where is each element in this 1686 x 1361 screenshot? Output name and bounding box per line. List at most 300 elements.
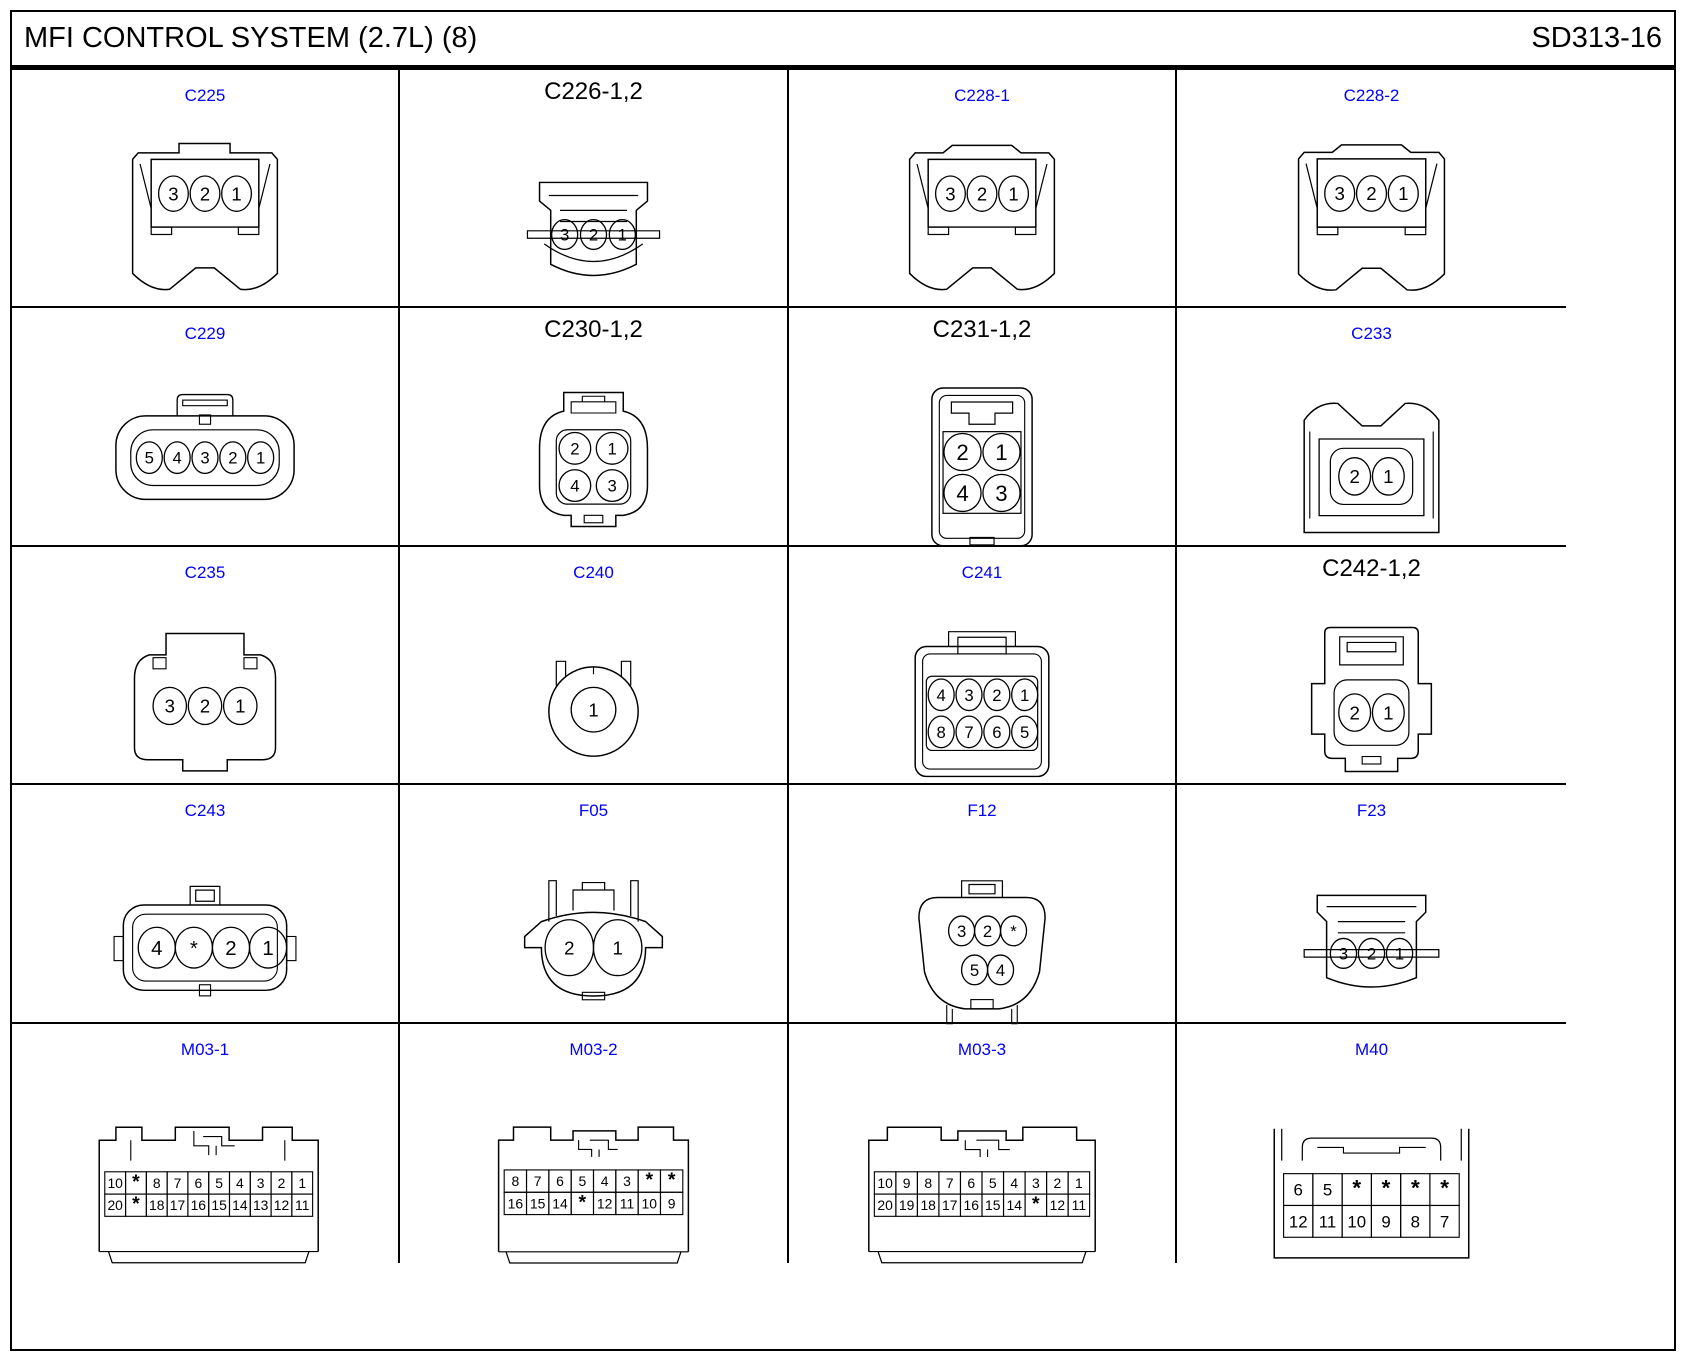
connector-label: C230-1,2 [544, 316, 643, 343]
pin-number: 16 [507, 1195, 524, 1212]
pin-number: 10 [107, 1174, 123, 1191]
pin-number: * [132, 1193, 140, 1216]
connector-drawing [12, 110, 398, 320]
connector-label: M40 [1354, 1040, 1389, 1059]
pin-cavity [956, 716, 982, 748]
pin-number: * [189, 937, 198, 960]
connector-drawing [789, 348, 1175, 558]
connector-cell [1177, 1024, 1566, 1263]
pin-cavity [250, 927, 287, 968]
pin-number: 2 [1366, 183, 1377, 205]
pin-cavity [549, 1192, 571, 1214]
connector-drawing [1177, 825, 1566, 1035]
pin-number: 2 [1349, 466, 1360, 488]
pin-cavity [1358, 938, 1384, 968]
connector-cell [12, 785, 400, 1024]
pin-cavity [962, 955, 988, 985]
connector-drawing [789, 110, 1175, 320]
pin-number: 1 [298, 1174, 307, 1191]
pin-cavity [1001, 916, 1027, 946]
pin-cavity [1357, 176, 1387, 212]
pin-number: 7 [533, 1173, 542, 1190]
connector-cell [1177, 308, 1566, 547]
pin-cavity [292, 1172, 313, 1194]
connector-label: C226-1,2 [544, 78, 643, 105]
pin-cavity [1401, 1174, 1430, 1206]
pin-number: 7 [1439, 1212, 1450, 1232]
pin-number: 12 [273, 1197, 290, 1214]
pin-number: 1 [1008, 183, 1019, 205]
pin-cavity [559, 433, 591, 465]
pin-cavity [944, 474, 981, 511]
pin-number: 6 [992, 722, 1002, 742]
pin-cavity [956, 679, 982, 711]
pin-cavity [1372, 458, 1404, 495]
pin-cavity [146, 1172, 167, 1194]
connector-cell [400, 1024, 789, 1263]
pin-cavity [126, 1193, 147, 1216]
connector-drawing [1177, 1064, 1566, 1274]
pin-number: * [132, 1170, 140, 1193]
pin-number: 18 [920, 1197, 936, 1214]
pin-cavity [250, 1172, 271, 1194]
pin-cavity [192, 442, 218, 474]
pin-cavity [1342, 1174, 1371, 1206]
pin-cavity [984, 679, 1010, 711]
connector-label: F12 [967, 801, 997, 820]
pin-cavity [1371, 1174, 1400, 1206]
pin-number: 11 [619, 1195, 635, 1212]
pin-number: 12 [1049, 1197, 1066, 1214]
pin-cavity [596, 433, 628, 465]
pin-cavity [967, 176, 997, 211]
pin-cavity [944, 434, 981, 471]
pin-number: 15 [529, 1195, 546, 1212]
pin-cavity [164, 442, 190, 474]
pin-cavity [136, 442, 162, 474]
pin-cavity [596, 470, 628, 502]
header-bar [12, 12, 1674, 70]
pin-number: 4 [570, 476, 580, 496]
connector-cell [789, 1024, 1177, 1263]
connector-drawing [400, 587, 787, 797]
pin-cavity [153, 687, 186, 724]
connector-drawing [400, 110, 787, 320]
connector-drawing [1177, 348, 1566, 558]
pin-number: 17 [169, 1197, 186, 1214]
pin-cavity [982, 1194, 1004, 1216]
pin-number: 6 [556, 1173, 564, 1190]
connector-drawing [400, 1064, 787, 1274]
pin-cavity [1004, 1194, 1026, 1216]
connector-label: C233 [1351, 324, 1392, 343]
connector-cell [12, 70, 400, 308]
connector-cell [1177, 547, 1566, 785]
pin-cavity [917, 1194, 939, 1216]
pin-cavity [928, 716, 954, 748]
pin-number: 6 [967, 1174, 976, 1191]
pin-number: 4 [600, 1173, 609, 1190]
pin-number: 13 [252, 1197, 269, 1214]
pin-cavity [660, 1169, 682, 1192]
connector-drawing [789, 1064, 1175, 1274]
pin-number: 1 [262, 937, 274, 960]
pin-number: 2 [956, 440, 969, 466]
pin-number: 6 [194, 1174, 203, 1191]
pin-cavity [1386, 938, 1412, 968]
connector-label: C240 [573, 563, 614, 582]
pin-number: * [1440, 1175, 1449, 1201]
pin-cavity [146, 1194, 167, 1216]
pin-cavity [638, 1192, 660, 1214]
pin-number: 12 [1288, 1212, 1308, 1232]
pin-number: 11 [1318, 1212, 1337, 1232]
pin-number: 3 [256, 1174, 265, 1191]
connector-label: F23 [1356, 801, 1387, 820]
pin-number: 1 [1020, 685, 1030, 705]
connector-drawing [1177, 110, 1566, 320]
pin-number: 7 [945, 1174, 954, 1191]
pin-cavity [609, 220, 635, 250]
pin-number: 8 [1410, 1212, 1420, 1232]
pin-cavity [1068, 1194, 1090, 1216]
pin-cavity [1342, 1205, 1371, 1237]
pin-cavity [949, 916, 975, 946]
pin-cavity [594, 1170, 616, 1192]
pin-cavity [188, 1194, 209, 1216]
connector-cell [400, 308, 789, 547]
pin-number: 14 [232, 1197, 248, 1214]
pin-number: 4 [151, 937, 163, 960]
pin-number: 1 [995, 440, 1008, 466]
pin-cavity [874, 1172, 896, 1194]
connector-label: C235 [184, 563, 226, 582]
pin-number: 2 [1053, 1174, 1062, 1191]
pin-cavity [545, 920, 593, 976]
pin-number: * [1410, 1175, 1420, 1201]
pin-number: 4 [936, 685, 946, 705]
pin-cavity [936, 176, 966, 211]
pin-cavity [250, 1194, 271, 1216]
connector-label: F05 [578, 801, 609, 820]
connector-grid [12, 70, 1674, 1349]
pin-cavity [1068, 1172, 1090, 1194]
pin-number: 1 [607, 439, 617, 459]
pin-number: 1 [235, 695, 246, 717]
pin-number: 3 [623, 1173, 631, 1190]
pin-cavity [928, 679, 954, 711]
pin-number: * [578, 1191, 587, 1214]
pin-number: 20 [877, 1197, 893, 1214]
connector-label: C241 [961, 563, 1003, 582]
pin-number: 17 [941, 1197, 958, 1214]
pin-number: 3 [168, 183, 179, 205]
pin-cavity [896, 1194, 918, 1216]
pin-cavity [1313, 1205, 1342, 1237]
pin-number: 3 [560, 225, 570, 245]
pin-cavity [983, 434, 1020, 471]
pin-number: 9 [667, 1195, 676, 1212]
pin-cavity [126, 1171, 147, 1194]
pin-number: 4 [995, 960, 1006, 980]
pin-number: 14 [1006, 1197, 1023, 1214]
pin-cavity [939, 1172, 961, 1194]
pin-number: 2 [277, 1174, 286, 1191]
pin-cavity [504, 1170, 526, 1192]
pin-number: 1 [588, 699, 599, 721]
pin-cavity [571, 1170, 593, 1192]
pin-number: * [1010, 921, 1017, 941]
pin-cavity [549, 1170, 571, 1192]
pin-number: 15 [985, 1197, 1001, 1214]
pin-number: 2 [1349, 702, 1360, 724]
pin-number: * [667, 1169, 676, 1192]
pin-cavity [1330, 938, 1356, 968]
pin-number: 2 [564, 937, 575, 959]
pin-cavity [527, 1192, 549, 1214]
pin-cavity [571, 687, 616, 732]
pin-cavity [660, 1192, 682, 1214]
pin-number: 10 [877, 1174, 893, 1191]
pin-cavity [1430, 1205, 1459, 1237]
connector-cell [12, 547, 400, 785]
pin-number: 2 [976, 183, 988, 205]
pin-cavity [1339, 694, 1371, 731]
pin-cavity [983, 474, 1020, 511]
diagram-sheet [10, 10, 1676, 1351]
pin-number: 1 [617, 225, 627, 245]
pin-number: 10 [1347, 1212, 1367, 1232]
pin-number: 9 [1381, 1212, 1391, 1232]
connector-label: C242-1,2 [1322, 555, 1421, 582]
pin-number: 20 [107, 1197, 123, 1214]
pin-number: 12 [596, 1195, 613, 1212]
pin-cavity [527, 1170, 549, 1192]
pin-number: 5 [144, 448, 154, 468]
pin-cavity [190, 176, 220, 211]
connector-label: M03-1 [180, 1040, 230, 1059]
pin-number: 1 [1398, 183, 1409, 205]
pin-number: 2 [199, 695, 211, 717]
connector-label: C228-2 [1343, 86, 1400, 105]
pin-cavity [292, 1194, 313, 1216]
pin-number: 3 [995, 480, 1008, 506]
pin-cavity [982, 1172, 1004, 1194]
pin-cavity [1339, 458, 1371, 495]
pin-number: 1 [1383, 466, 1394, 488]
pin-number: 3 [945, 183, 956, 205]
pin-number: 18 [149, 1197, 165, 1214]
pin-number: 16 [963, 1197, 979, 1214]
pin-cavity [1284, 1174, 1313, 1206]
pin-cavity [1313, 1174, 1342, 1206]
pin-cavity [1372, 694, 1404, 731]
pin-cavity [1004, 1172, 1026, 1194]
pin-cavity [188, 687, 221, 724]
pin-number: 2 [588, 225, 599, 245]
pin-cavity [594, 920, 642, 976]
pin-number: 5 [988, 1174, 997, 1191]
pin-number: 5 [969, 960, 980, 980]
connector-cell [789, 547, 1177, 785]
pin-number: 3 [1334, 183, 1345, 205]
pin-cavity [1012, 716, 1038, 748]
pin-cavity [1388, 176, 1418, 212]
pin-number: 4 [236, 1174, 244, 1191]
connector-label: C231-1,2 [932, 316, 1032, 343]
connector-cell [1177, 785, 1566, 1024]
connector-drawing [12, 1064, 398, 1274]
pin-cavity [960, 1172, 982, 1194]
connector-cell [400, 70, 789, 308]
pin-cavity [1325, 176, 1355, 212]
pin-cavity [105, 1172, 126, 1194]
pin-number: 2 [228, 448, 238, 468]
pin-cavity [638, 1169, 660, 1192]
pin-cavity [1025, 1193, 1047, 1216]
connector-label: M03-2 [569, 1040, 618, 1059]
connector-cell [400, 547, 789, 785]
pin-number: 1 [612, 937, 623, 959]
pin-number: 16 [190, 1197, 207, 1214]
pin-cavity [1284, 1205, 1313, 1237]
pin-number: 1 [1383, 702, 1394, 724]
connector-drawing [12, 348, 398, 558]
sheet-number: SD313-16 [1531, 22, 1662, 54]
pin-number: 5 [578, 1173, 587, 1190]
connector-cell [12, 1024, 400, 1263]
pin-cavity [138, 927, 175, 968]
pin-number: 1 [256, 448, 266, 468]
pin-cavity [874, 1194, 896, 1216]
pin-cavity [1025, 1172, 1047, 1194]
connector-label: C243 [184, 801, 226, 820]
pin-cavity [504, 1192, 526, 1214]
connector-cell [12, 308, 400, 547]
pin-number: 14 [552, 1195, 568, 1212]
pin-cavity [988, 955, 1014, 985]
connector-drawing [400, 825, 787, 1035]
pin-number: 10 [641, 1195, 658, 1212]
connector-drawing [789, 587, 1175, 797]
pin-number: 4 [956, 480, 969, 506]
connector-label: M03-3 [957, 1040, 1007, 1059]
pin-cavity [1371, 1205, 1400, 1237]
pin-number: 5 [1322, 1180, 1333, 1200]
pin-number: 11 [295, 1197, 310, 1214]
pin-cavity [984, 716, 1010, 748]
pin-number: 2 [225, 937, 237, 960]
pin-cavity [222, 176, 252, 211]
pin-cavity [1430, 1174, 1459, 1206]
pin-number: 3 [956, 921, 967, 941]
pin-number: 3 [607, 476, 617, 496]
pin-number: * [1032, 1193, 1040, 1216]
pin-number: 2 [982, 921, 993, 941]
pin-number: 8 [152, 1174, 161, 1191]
pin-number: * [1352, 1175, 1362, 1201]
connector-drawing [1177, 587, 1566, 797]
pin-number: 11 [1071, 1197, 1087, 1214]
pin-cavity [271, 1194, 292, 1216]
pin-number: 7 [964, 722, 974, 742]
pin-cavity [960, 1194, 982, 1216]
pin-cavity [896, 1172, 918, 1194]
connector-drawing [12, 825, 398, 1035]
pin-cavity [917, 1172, 939, 1194]
pin-number: 1 [1075, 1174, 1083, 1191]
pin-cavity [105, 1194, 126, 1216]
pin-number: 6 [1293, 1180, 1303, 1200]
pin-number: 3 [964, 685, 974, 705]
pin-number: 3 [1338, 944, 1349, 964]
pin-cavity [188, 1172, 209, 1194]
connector-label: C229 [184, 324, 226, 343]
connector-label: C225 [184, 86, 226, 105]
pin-cavity [1047, 1194, 1069, 1216]
pin-number: 8 [936, 722, 946, 742]
pin-number: * [1381, 1175, 1391, 1201]
pin-number: 5 [1020, 722, 1030, 742]
pin-cavity [159, 176, 189, 211]
connector-drawing [400, 348, 787, 558]
pin-cavity [167, 1172, 188, 1194]
pin-cavity [248, 442, 274, 474]
pin-cavity [571, 1191, 593, 1214]
pin-number: 5 [215, 1174, 223, 1191]
pin-number: 2 [199, 183, 211, 205]
pin-number: * [645, 1169, 654, 1192]
pin-number: 1 [1394, 944, 1405, 964]
pin-cavity [616, 1192, 638, 1214]
pin-cavity [167, 1194, 188, 1216]
connector-cell [1177, 70, 1566, 308]
pin-cavity [999, 176, 1029, 211]
pin-number: 19 [898, 1197, 915, 1214]
pin-number: 1 [231, 183, 242, 205]
pin-cavity [559, 470, 591, 502]
pin-cavity [594, 1192, 616, 1214]
pin-cavity [220, 442, 246, 474]
pin-cavity [1401, 1205, 1430, 1237]
connector-cell [789, 70, 1177, 308]
pin-number: 7 [173, 1174, 182, 1191]
pin-number: 2 [570, 439, 580, 459]
pin-cavity [229, 1194, 250, 1216]
pin-number: 4 [172, 448, 182, 468]
pin-number: 8 [511, 1173, 520, 1190]
connector-drawing [789, 825, 1175, 1035]
diagram-title: MFI CONTROL SYSTEM (2.7L) (8) [24, 22, 478, 54]
pin-number: 15 [211, 1197, 227, 1214]
connector-cell [789, 308, 1177, 547]
pin-cavity [939, 1194, 961, 1216]
pin-cavity [271, 1172, 292, 1194]
pin-number: 9 [902, 1174, 911, 1191]
pin-cavity [209, 1194, 230, 1216]
pin-number: 3 [1031, 1174, 1040, 1191]
connector-label: C228-1 [954, 86, 1010, 105]
connector-drawing [12, 587, 398, 797]
pin-number: 4 [1010, 1174, 1019, 1191]
pin-cavity [1012, 679, 1038, 711]
pin-cavity [580, 220, 606, 250]
pin-number: 3 [164, 695, 175, 717]
pin-cavity [552, 220, 578, 250]
pin-cavity [209, 1172, 230, 1194]
pin-number: 3 [200, 448, 210, 468]
pin-number: 8 [924, 1174, 933, 1191]
